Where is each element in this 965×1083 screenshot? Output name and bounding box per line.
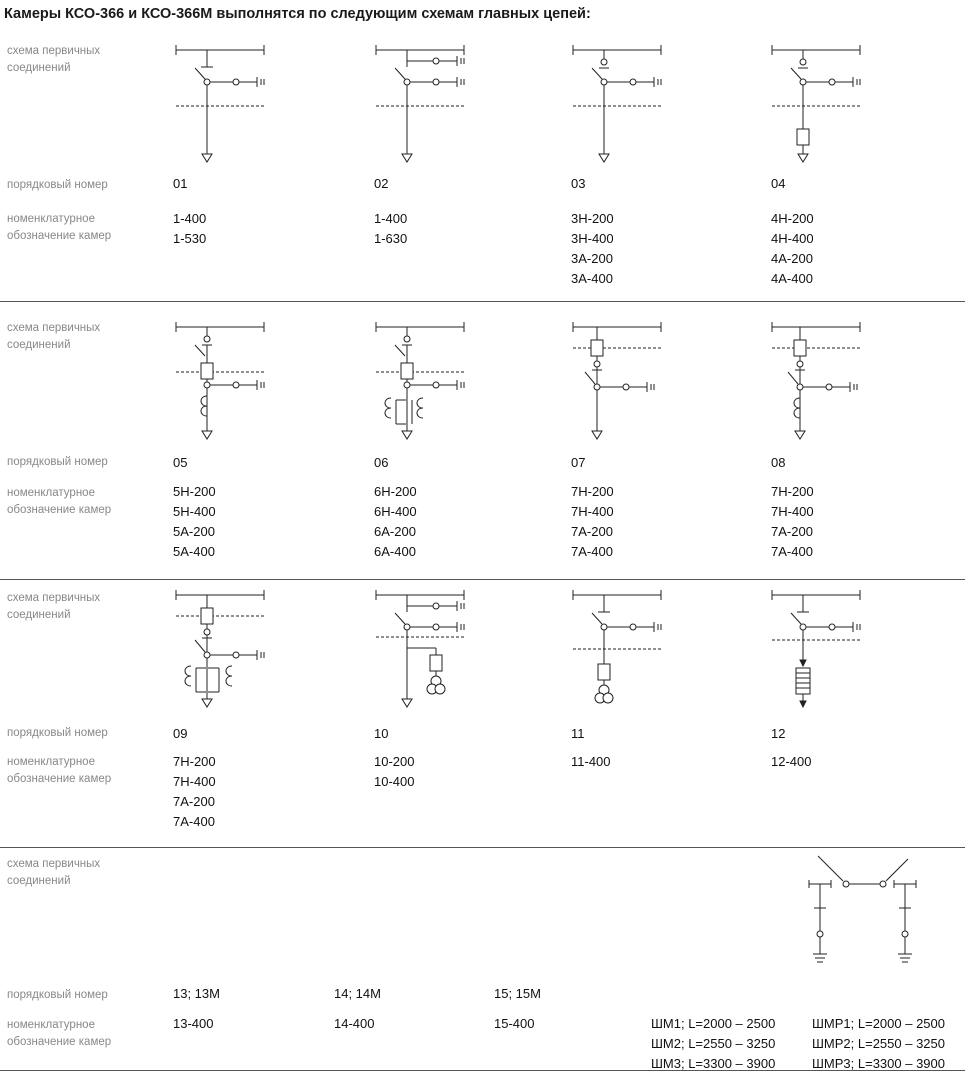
circuit-diagram-10 bbox=[370, 586, 470, 711]
shm-list: ШМ1; L=2000 – 2500 ШМ2; L=2550 – 3250 ШМ3; L=3300 – 3900 bbox=[651, 1016, 776, 1071]
circuit-diagram-05 bbox=[170, 318, 270, 443]
page-title: Камеры КСО-366 и КСО-366М выполнятся по следующим схемам главных цепей: bbox=[4, 6, 591, 22]
order-number: 09 bbox=[173, 726, 188, 741]
scheme-label: схема первичных соединений bbox=[7, 592, 101, 621]
nomenclature-list: 14-400 bbox=[334, 1016, 375, 1031]
circuit-diagram-08 bbox=[766, 318, 866, 443]
nomenclature-list: 11-400 bbox=[571, 754, 611, 769]
nomenclature-list: 15-400 bbox=[494, 1016, 535, 1031]
circuit-diagram-01 bbox=[170, 41, 270, 166]
order-number: 04 bbox=[771, 176, 786, 191]
order-number: 10 bbox=[374, 726, 389, 741]
nomenclature-list: 5Н-200 5Н-400 5А-200 5А-400 bbox=[173, 484, 216, 559]
nomenclature-list: 3Н-200 3Н-400 3А-200 3А-400 bbox=[571, 211, 614, 286]
order-number: 11 bbox=[571, 726, 585, 741]
circuit-diagram-06 bbox=[370, 318, 470, 443]
number-label: порядковый номер bbox=[7, 179, 108, 191]
nomenclature-list: 1-400 1-630 bbox=[374, 211, 408, 246]
scheme-row-3 bbox=[0, 580, 965, 848]
nomenclature-label: номенклатурное обозначение камер bbox=[7, 1019, 112, 1048]
nomenclature-list: 6Н-200 6Н-400 6А-200 6А-400 bbox=[374, 484, 417, 559]
circuit-diagram-09 bbox=[170, 586, 270, 711]
circuit-diagram-11 bbox=[567, 586, 667, 711]
circuit-diagram-04 bbox=[766, 41, 866, 166]
order-number: 14; 14М bbox=[334, 986, 381, 1001]
circuit-diagram-03 bbox=[567, 41, 667, 166]
scheme-label: схема первичных соединений bbox=[7, 322, 101, 351]
circuit-diagram-12 bbox=[766, 586, 866, 711]
order-number: 03 bbox=[571, 176, 586, 191]
order-number: 15; 15М bbox=[494, 986, 541, 1001]
order-number: 13; 13М bbox=[173, 986, 220, 1001]
order-number: 02 bbox=[374, 176, 389, 191]
nomenclature-list: 10-200 10-400 bbox=[374, 754, 415, 789]
nomenclature-label: номенклатурное обозначение камер bbox=[7, 213, 112, 242]
scheme-row-2 bbox=[0, 310, 965, 580]
number-label: порядковый номер bbox=[7, 727, 108, 739]
nomenclature-label: номенклатурное обозначение камер bbox=[7, 756, 112, 785]
nomenclature-list: 12-400 bbox=[771, 754, 812, 769]
order-number: 12 bbox=[771, 726, 786, 741]
nomenclature-list: 1-400 1-530 bbox=[173, 211, 207, 246]
circuit-diagram-02 bbox=[370, 41, 470, 166]
circuit-diagram-sectional bbox=[800, 854, 920, 979]
order-number: 05 bbox=[173, 455, 188, 470]
scheme-label: схема первичных соединений bbox=[7, 45, 101, 74]
nomenclature-list: 4Н-200 4Н-400 4А-200 4А-400 bbox=[771, 211, 814, 286]
number-label: порядковый номер bbox=[7, 456, 108, 468]
nomenclature-list: 7Н-200 7Н-400 7А-200 7А-400 bbox=[771, 484, 814, 559]
order-number: 08 bbox=[771, 455, 786, 470]
nomenclature-list: 7Н-200 7Н-400 7А-200 7А-400 bbox=[571, 484, 614, 559]
number-label: порядковый номер bbox=[7, 989, 108, 1001]
scheme-label: схема первичных соединений bbox=[7, 858, 101, 887]
scheme-row-1 bbox=[0, 33, 965, 302]
order-number: 06 bbox=[374, 455, 389, 470]
nomenclature-label: номенклатурное обозначение камер bbox=[7, 487, 112, 516]
nomenclature-list: 7Н-200 7Н-400 7А-200 7А-400 bbox=[173, 754, 216, 829]
nomenclature-list: 13-400 bbox=[173, 1016, 214, 1031]
order-number: 07 bbox=[571, 455, 586, 470]
shmr-list: ШМР1; L=2000 – 2500 ШМР2; L=2550 – 3250 ШМР3; L=3300 – 3900 bbox=[812, 1016, 945, 1071]
circuit-diagram-07 bbox=[567, 318, 667, 443]
scheme-row-4 bbox=[0, 848, 965, 1071]
order-number: 01 bbox=[173, 176, 188, 191]
